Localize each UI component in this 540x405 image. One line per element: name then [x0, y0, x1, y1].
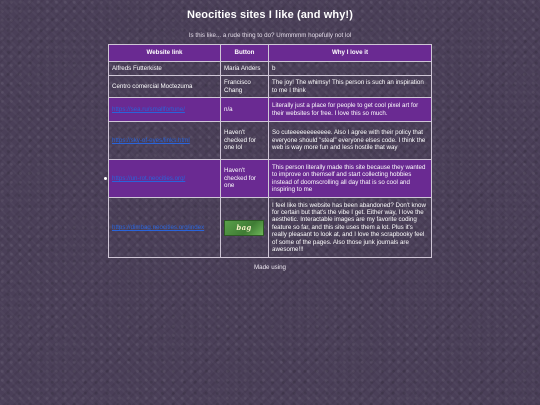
- why-cell: So cuteeeeeeeeeeee. Also I agree with their policy that everyone should "steal" everyone elses code. I think the web is way more fun and less hostile that way: [269, 122, 432, 160]
- table-row: [109, 122, 432, 160]
- table-row: [109, 98, 432, 122]
- site-link[interactable]: https://sea.ru/smallfortune/: [112, 105, 185, 113]
- site-button-badge[interactable]: bag: [224, 220, 264, 236]
- site-link[interactable]: https://un-rot.neocities.org/: [112, 174, 186, 182]
- sites-table: [108, 44, 432, 258]
- site-link-cell: [109, 122, 221, 160]
- table-row: [109, 62, 432, 76]
- why-cell: b: [269, 62, 432, 76]
- button-cell: Haven't checked for one: [221, 160, 269, 198]
- page-title: Neocities sites I like (and why!): [187, 9, 353, 21]
- site-name-cell: Centro comercial Moctezuma: [109, 76, 221, 98]
- why-cell: The joy! The whimsy! This person is such an inspiration to me I think: [269, 76, 432, 98]
- table-header-row: [109, 45, 432, 62]
- table-row: [109, 198, 432, 258]
- button-cell: [221, 198, 269, 258]
- table-row: [109, 76, 432, 98]
- table-row: [109, 160, 432, 198]
- button-cell: Francisco Chang: [221, 76, 269, 98]
- button-cell: n/a: [221, 98, 269, 122]
- site-name-cell: Alfreds Futterkiste: [109, 62, 221, 76]
- column-header-button: Button: [221, 45, 269, 62]
- site-link[interactable]: https://dimbag.neocities.org/index: [112, 223, 205, 231]
- why-cell: This person literally made this site because they wanted to improve on themself and start collecting hobbies instead of doomscrolling all day that is so cool and inspiring to me: [269, 160, 432, 198]
- site-link-cell: [109, 198, 221, 258]
- column-header-website-link: Website link: [109, 45, 221, 62]
- column-header-why: Why I love it: [269, 45, 432, 62]
- site-link[interactable]: https://sky-of-eyes/links.html: [112, 136, 190, 144]
- footer-made-using: Made using: [254, 264, 286, 271]
- site-link-cell: [109, 98, 221, 122]
- site-link-cell: [109, 160, 221, 198]
- why-cell: I feel like this website has been abandoned? Don't know for certain but that's the vibe I get. Either way, I love the aesthetic. Interactable images are my favorite coding feature so far, and this site uses them a lot. Plus it's really pleasant to look at, and I love the scrapbooky feel of some of the pages. Also those junk journals are awesome!!!: [269, 198, 432, 258]
- why-cell: Literally just a place for people to get cool pixel art for their websites for free. I love this so much.: [269, 98, 432, 122]
- list-bullet-icon: [104, 177, 107, 180]
- page-subtitle: Is this like... a rude thing to do? Ummmmm hopefully not lol: [188, 32, 352, 39]
- button-cell: Maria Anders: [221, 62, 269, 76]
- button-cell: Haven't checked for one lol: [221, 122, 269, 160]
